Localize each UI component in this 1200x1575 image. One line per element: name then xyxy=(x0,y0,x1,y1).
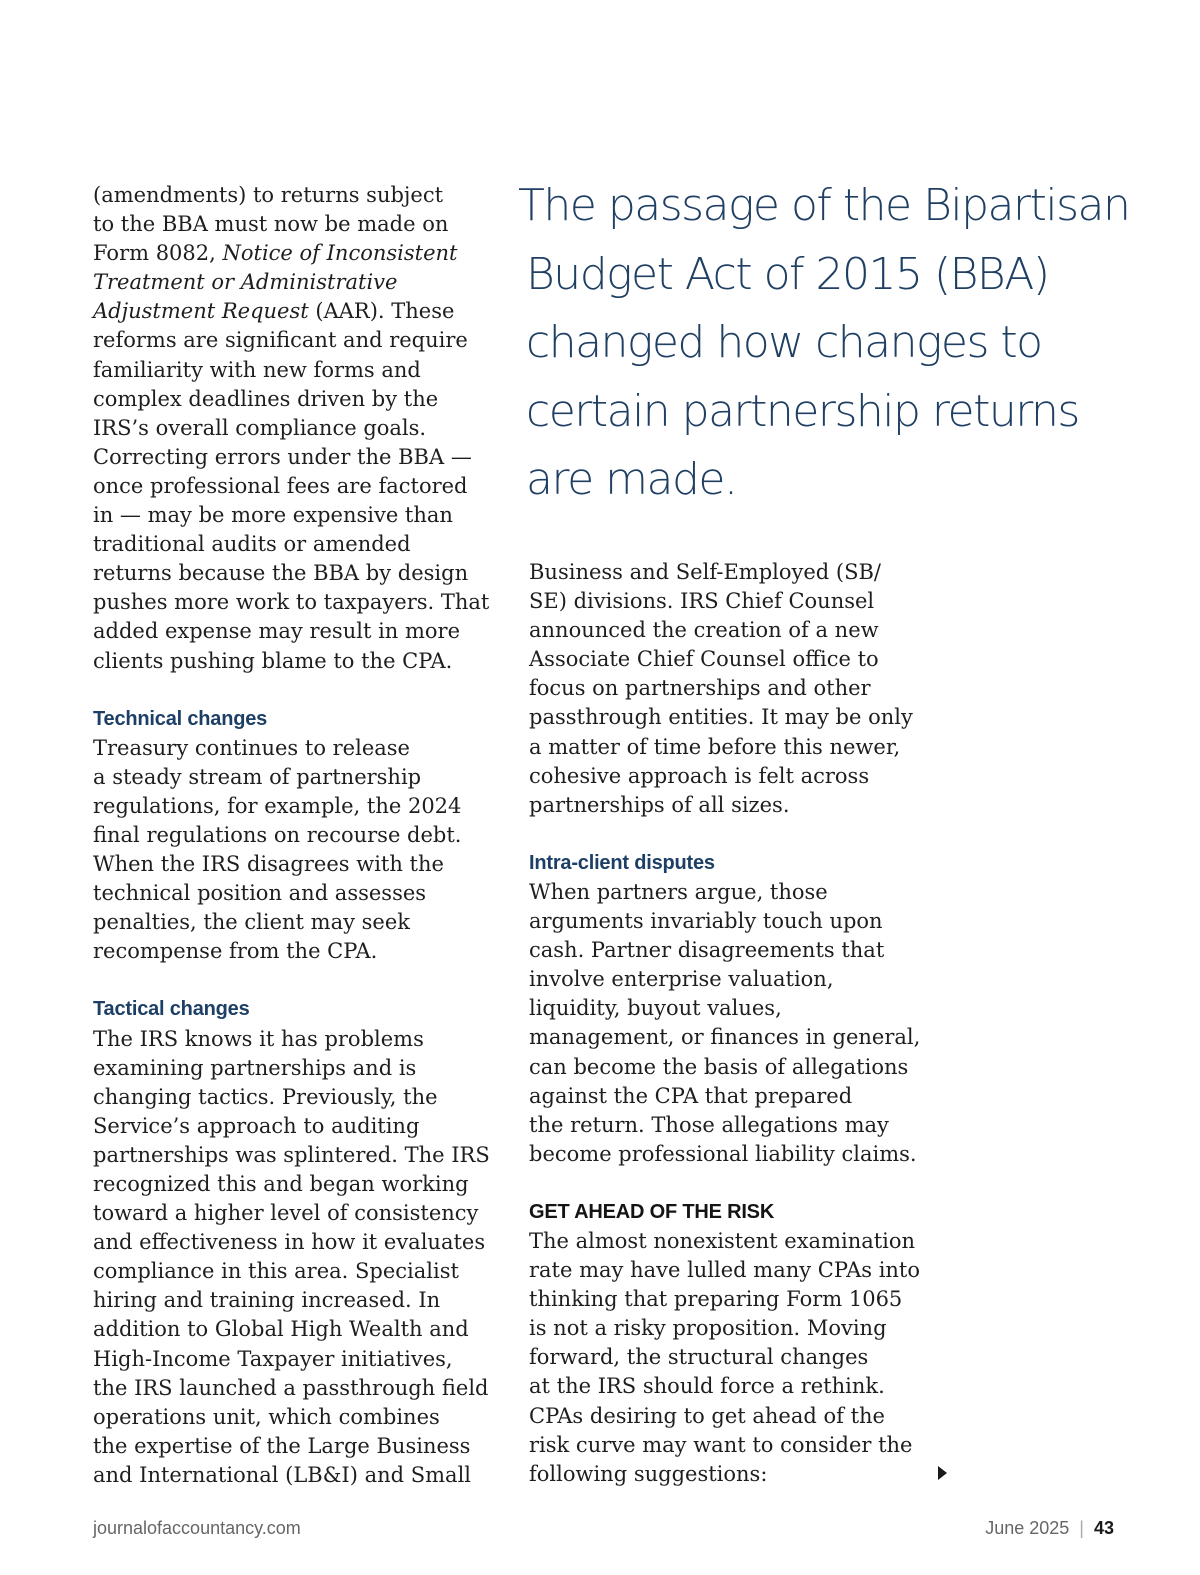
body-line: following suggestions: xyxy=(529,1461,768,1486)
body-line: High-Income Taxpayer initiatives, xyxy=(93,1346,453,1371)
body-line: complex deadlines driven by the xyxy=(93,386,439,411)
body-line: in — may be more expensive than xyxy=(93,503,453,528)
body-line: recompense from the CPA. xyxy=(93,939,378,964)
body-line: CPAs desiring to get ahead of the xyxy=(529,1403,885,1428)
body-line: at the IRS should force a rethink. xyxy=(529,1374,885,1399)
body-line xyxy=(93,239,513,268)
body-text: (AAR). These xyxy=(308,299,455,324)
body-line: can become the basis of allegations xyxy=(529,1054,909,1079)
body-line: forward, the structural changes xyxy=(529,1345,869,1370)
body-line: The IRS knows it has problems xyxy=(93,1026,424,1051)
pull-quote-line: Budget Act of 2015 (BBA) xyxy=(526,248,1049,300)
body-line: Correcting errors under the BBA — xyxy=(93,444,472,469)
right-column xyxy=(529,558,949,1489)
section-heading-risk: GET AHEAD OF THE RISK xyxy=(529,1200,775,1223)
body-line: is not a risky proposition. Moving xyxy=(529,1316,887,1341)
body-line: to the BBA must now be made on xyxy=(93,212,449,237)
body-line: compliance in this area. Specialist xyxy=(93,1259,459,1284)
body-line: traditional audits or amended xyxy=(93,532,411,557)
form-title-italic: Notice of Inconsistent xyxy=(222,241,458,266)
body-line: involve enterprise valuation, xyxy=(529,967,834,992)
body-line: pushes more work to taxpayers. That xyxy=(93,590,490,615)
body-line: returns because the BBA by design xyxy=(93,561,469,586)
body-line: partnerships was splintered. The IRS xyxy=(93,1142,490,1167)
form-title-italic: Treatment or Administrative xyxy=(93,270,398,295)
body-line: announced the creation of a new xyxy=(529,618,879,643)
body-line: rate may have lulled many CPAs into xyxy=(529,1258,921,1283)
body-line: familiarity with new forms and xyxy=(93,357,421,382)
body-text: Form 8082, xyxy=(93,241,223,266)
body-line: Associate Chief Counsel office to xyxy=(529,647,879,672)
body-line: thinking that preparing Form 1065 xyxy=(529,1287,903,1312)
page-number: 43 xyxy=(1093,1518,1114,1538)
footer-issue-info xyxy=(985,1518,1114,1539)
body-line: once professional fees are factored xyxy=(93,473,468,498)
body-line: (amendments) to returns subject xyxy=(93,183,444,207)
body-line: regulations, for example, the 2024 xyxy=(93,793,462,818)
pull-quote-line: changed how changes to xyxy=(526,317,1042,368)
pull-quote-line: certain partnership returns xyxy=(526,385,1079,437)
body-line: When partners argue, those xyxy=(529,879,828,904)
body-line: hiring and training increased. In xyxy=(93,1288,441,1313)
pull-quote-line: The passage of the Bipartisan xyxy=(518,180,1130,231)
footer-website: journalofaccountancy.com xyxy=(93,1518,301,1538)
body-line: reforms are significant and require xyxy=(93,328,468,353)
body-line: changing tactics. Previously, the xyxy=(93,1084,438,1109)
body-line: When the IRS disagrees with the xyxy=(93,852,444,877)
body-line: addition to Global High Wealth and xyxy=(93,1317,469,1342)
body-line: SE) divisions. IRS Chief Counsel xyxy=(529,589,875,614)
body-line: penalties, the client may seek xyxy=(93,910,410,935)
body-line: management, or finances in general, xyxy=(529,1025,921,1050)
pull-quote xyxy=(518,172,1158,515)
body-line: added expense may result in more xyxy=(93,619,461,644)
body-line: and effectiveness in how it evaluates xyxy=(93,1230,486,1255)
body-line: Treasury continues to release xyxy=(93,735,410,760)
continue-arrow-icon xyxy=(938,1466,947,1480)
body-line: partnerships of all sizes. xyxy=(529,792,790,817)
footer-issue-date: June 2025 xyxy=(985,1518,1070,1538)
body-line: recognized this and began working xyxy=(93,1172,469,1196)
section-heading-disputes: Intra-client disputes xyxy=(529,851,715,874)
body-line: the expertise of the Large Business xyxy=(93,1433,471,1458)
body-line: focus on partnerships and other xyxy=(529,676,871,701)
body-line: clients pushing blame to the CPA. xyxy=(93,648,453,673)
left-column xyxy=(93,181,513,1490)
body-line: examining partnerships and is xyxy=(93,1055,417,1080)
body-line: arguments invariably touch upon xyxy=(529,909,883,934)
body-line xyxy=(93,297,513,326)
body-line: the return. Those allegations may xyxy=(529,1112,889,1137)
section-heading-technical: Technical changes xyxy=(93,707,268,730)
body-line: passthrough entities. It may be only xyxy=(529,705,913,730)
body-line xyxy=(93,268,513,297)
body-line: the IRS launched a passthrough field xyxy=(93,1375,489,1400)
body-line: cash. Partner disagreements that xyxy=(529,938,885,963)
form-title-italic: Adjustment Request xyxy=(93,299,309,324)
body-line: final regulations on recourse debt. xyxy=(93,822,462,847)
section-heading-tactical: Tactical changes xyxy=(93,998,250,1021)
body-line: against the CPA that prepared xyxy=(529,1083,853,1108)
body-line: become professional liability claims. xyxy=(529,1141,917,1166)
footer-separator: | xyxy=(1079,1518,1084,1538)
body-line: Service’s approach to auditing xyxy=(93,1113,420,1138)
body-line: risk curve may want to consider the xyxy=(529,1432,913,1457)
body-line: operations unit, which combines xyxy=(93,1404,440,1429)
body-line: a steady stream of partnership xyxy=(93,764,422,789)
body-line: IRS’s overall compliance goals. xyxy=(93,415,427,440)
body-line: and International (LB&I) and Small xyxy=(93,1462,472,1487)
body-line: The almost nonexistent examination xyxy=(529,1228,916,1253)
body-line: toward a higher level of consistency xyxy=(93,1201,479,1226)
body-line: liquidity, buyout values, xyxy=(529,996,782,1021)
body-line: Business and Self-Employed (SB/ xyxy=(529,560,881,584)
body-line: technical position and assesses xyxy=(93,881,427,906)
body-line: a matter of time before this newer, xyxy=(529,734,901,759)
body-line: cohesive approach is felt across xyxy=(529,763,870,788)
pull-quote-line: are made. xyxy=(526,454,737,505)
